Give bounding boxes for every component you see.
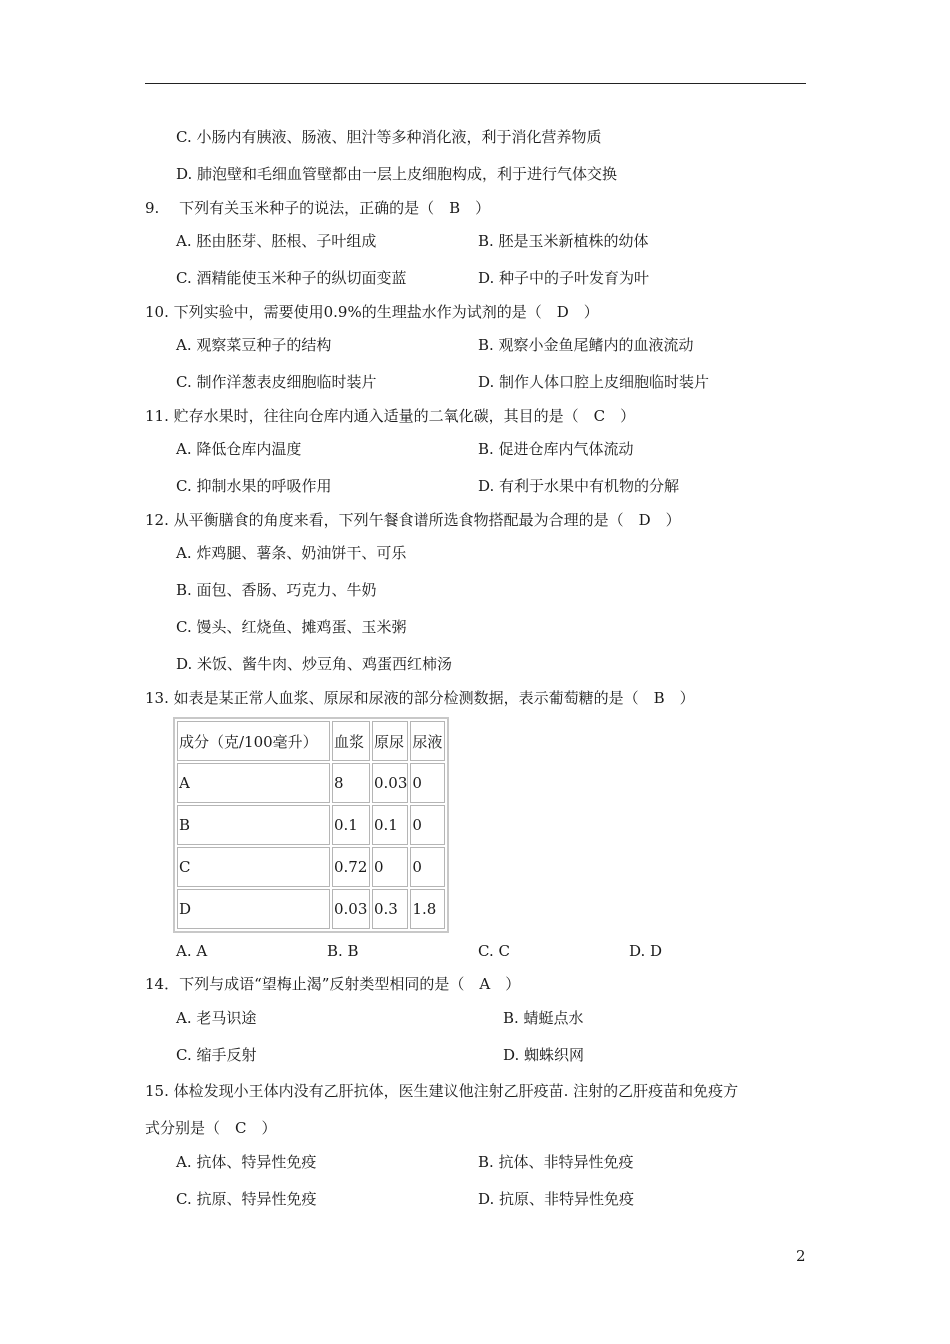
q14-stem: 14．下列与成语“望梅止渴”反射类型相同的是（ A ） bbox=[145, 975, 521, 993]
q12-option-c: C. 馒头、红烧鱼、摊鸡蛋、玉米粥 bbox=[176, 618, 407, 636]
q12-option-a: A. 炸鸡腿、薯条、奶油饼干、可乐 bbox=[176, 544, 407, 562]
q14-option-d: D. 蜘蛛织网 bbox=[503, 1046, 585, 1064]
table-cell: 0 bbox=[372, 847, 408, 887]
table-header-cell: 尿液 bbox=[410, 721, 445, 761]
table-cell: 0.72 bbox=[332, 847, 370, 887]
table-cell: 0 bbox=[410, 763, 445, 803]
q15-stem-line1: 15. 体检发现小王体内没有乙肝抗体，医生建议他注射乙肝疫苗. 注射的乙肝疫苗和免疫方 bbox=[145, 1082, 739, 1100]
table-cell: 0 bbox=[410, 847, 445, 887]
table-row bbox=[177, 805, 445, 845]
table-row bbox=[177, 889, 445, 929]
q14-option-b: B. 蜻蜓点水 bbox=[503, 1009, 584, 1027]
q10-option-b: B. 观察小金鱼尾鳍内的血液流动 bbox=[478, 336, 694, 354]
table-cell: C bbox=[177, 847, 330, 887]
q13-stem: 13. 如表是某正常人血浆、原尿和尿液的部分检测数据，表示葡萄糖的是（ B ） bbox=[145, 689, 695, 707]
q15-option-a: A. 抗体、特异性免疫 bbox=[176, 1153, 317, 1171]
q9-option-a: A. 胚由胚芽、胚根、子叶组成 bbox=[176, 232, 377, 250]
table-header-cell: 成分（克/100毫升） bbox=[177, 721, 330, 761]
q8-option-d: D. 肺泡壁和毛细血管壁都由一层上皮细胞构成，利于进行气体交换 bbox=[176, 165, 618, 183]
table-header-row bbox=[177, 721, 445, 761]
table-cell: 0 bbox=[410, 805, 445, 845]
q11-stem: 11. 贮存水果时，往往向仓库内通入适量的二氧化碳，其目的是（ C ） bbox=[145, 407, 636, 425]
q13-option-a: A. A bbox=[176, 942, 208, 960]
q11-option-a: A. 降低仓库内温度 bbox=[176, 440, 302, 458]
q13-option-c: C. C bbox=[478, 942, 510, 960]
table-header-cell: 原尿 bbox=[372, 721, 408, 761]
q13-option-d: D. D bbox=[629, 942, 663, 960]
page-number: 2 bbox=[796, 1247, 806, 1265]
table-row bbox=[177, 847, 445, 887]
table-cell: 0.1 bbox=[372, 805, 408, 845]
table-header-cell: 血浆 bbox=[332, 721, 370, 761]
q15-option-d: D. 抗原、非特异性免疫 bbox=[478, 1190, 635, 1208]
table-cell: B bbox=[177, 805, 330, 845]
q9-option-b: B. 胚是玉米新植株的幼体 bbox=[478, 232, 649, 250]
q10-option-c: C. 制作洋葱表皮细胞临时装片 bbox=[176, 373, 377, 391]
q13-option-b: B. B bbox=[327, 942, 359, 960]
table-row bbox=[177, 763, 445, 803]
table-cell: 0.03 bbox=[332, 889, 370, 929]
q14-option-a: A. 老马识途 bbox=[176, 1009, 257, 1027]
table-cell: 0.03 bbox=[372, 763, 408, 803]
q11-option-b: B. 促进仓库内气体流动 bbox=[478, 440, 634, 458]
table-cell: A bbox=[177, 763, 330, 803]
table-cell: 1.8 bbox=[410, 889, 445, 929]
q13-data-table bbox=[173, 717, 449, 933]
q10-option-a: A. 观察菜豆种子的结构 bbox=[176, 336, 332, 354]
q11-option-c: C. 抑制水果的呼吸作用 bbox=[176, 477, 332, 495]
q9-option-d: D. 种子中的子叶发育为叶 bbox=[478, 269, 650, 287]
q8-option-c: C. 小肠内有胰液、肠液、胆汁等多种消化液，利于消化营养物质 bbox=[176, 128, 602, 146]
q15-stem-line2: 式分别是（ C ） bbox=[145, 1119, 277, 1137]
q14-option-c: C. 缩手反射 bbox=[176, 1046, 257, 1064]
q12-option-b: B. 面包、香肠、巧克力、牛奶 bbox=[176, 581, 377, 599]
header-rule bbox=[145, 83, 806, 84]
q15-option-c: C. 抗原、特异性免疫 bbox=[176, 1190, 317, 1208]
q15-option-b: B. 抗体、非特异性免疫 bbox=[478, 1153, 634, 1171]
table-cell: D bbox=[177, 889, 330, 929]
q12-stem: 12. 从平衡膳食的角度来看，下列午餐食谱所选食物搭配最为合理的是（ D ） bbox=[145, 511, 681, 529]
table-cell: 0.1 bbox=[332, 805, 370, 845]
table-cell: 0.3 bbox=[372, 889, 408, 929]
q10-stem: 10. 下列实验中，需要使用0.9%的生理盐水作为试剂的是（ D ） bbox=[145, 303, 599, 321]
q12-option-d: D. 米饭、酱牛肉、炒豆角、鸡蛋西红柿汤 bbox=[176, 655, 453, 673]
q11-option-d: D. 有利于水果中有机物的分解 bbox=[478, 477, 680, 495]
q10-option-d: D. 制作人体口腔上皮细胞临时装片 bbox=[478, 373, 710, 391]
table-cell: 8 bbox=[332, 763, 370, 803]
q9-option-c: C. 酒精能使玉米种子的纵切面变蓝 bbox=[176, 269, 407, 287]
q9-stem: 9. 下列有关玉米种子的说法，正确的是（ B ） bbox=[145, 199, 491, 217]
